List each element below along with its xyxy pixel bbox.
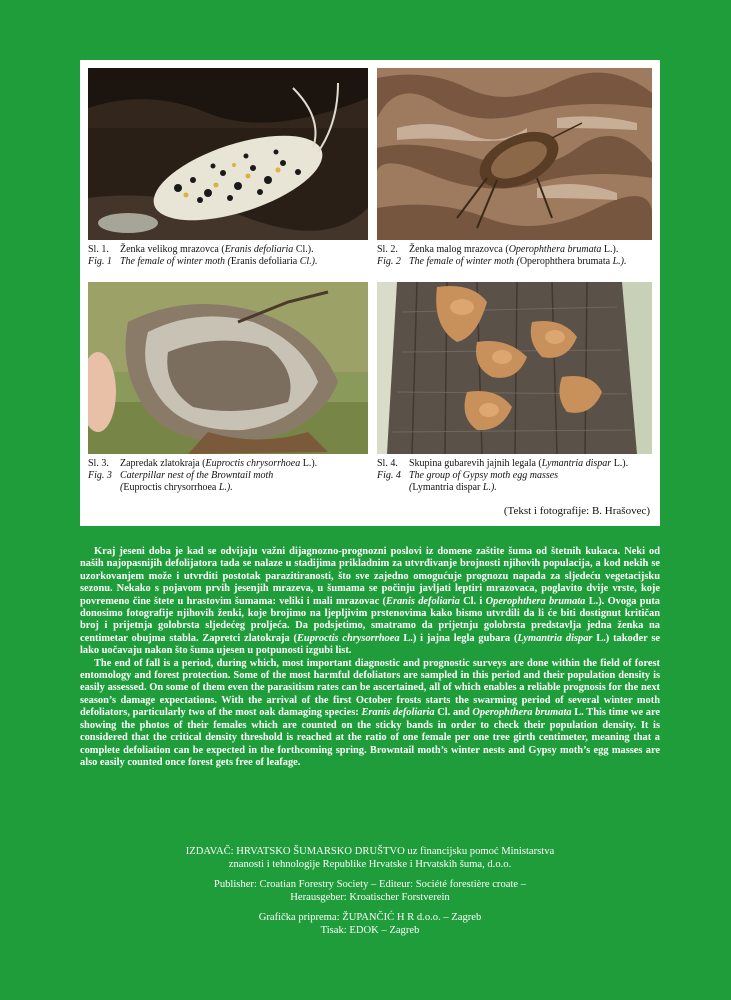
caption-en-species: Operophthera brumata (519, 256, 611, 267)
caption-hr-author: L.). (611, 458, 629, 469)
photo-euproctis-chrysorrhoea (88, 282, 368, 454)
caption-hr-number: Sl. 3. (88, 458, 109, 469)
caption-figure-1 (88, 244, 373, 268)
caption-en-species: Eranis defoliaria (230, 256, 298, 267)
caption-hr-text: Skupina gubarevih jajnih legala ( (409, 458, 542, 469)
caption-en-author: L.). (610, 256, 627, 267)
caption-en-author: L.). (216, 482, 233, 493)
caption-hr-author: L.). (300, 458, 318, 469)
publisher-line: IZDAVAČ: HRVATSKO ŠUMARSKO DRUŠTVO uz financijsku pomoć Ministarstva (185, 846, 555, 857)
caption-en-number: Fig. 3 (88, 470, 112, 481)
caption-hr-text: Ženka malog mrazovca ( (409, 244, 509, 255)
photo-credit: (Tekst i fotografije: B. Hrašovec) (503, 505, 650, 517)
caption-en-number: Fig. 4 (377, 470, 401, 481)
photo-operophthera-brumata (377, 68, 652, 240)
photo-lymantria-dispar (377, 282, 652, 454)
prepress-line: Grafička priprema: ŽUPANČIĆ H R d.o.o. – Zagreb (258, 912, 482, 923)
caption-figure-2 (377, 244, 657, 268)
publisher-line: znanosti i tehnologije Republike Hrvatske i Hrvatskih šuma, d.o.o. (228, 859, 512, 870)
caption-en-species: Lymantria dispar (412, 482, 481, 493)
caption-en-number: Fig. 1 (88, 256, 112, 267)
caption-en-paren: ( (409, 482, 413, 493)
publisher-footer (80, 845, 660, 937)
caption-figure-3 (88, 458, 373, 494)
article-text (80, 546, 660, 769)
caption-en-text: Caterpillar nest of the Browntail moth (120, 470, 274, 481)
caption-hr-number: Sl. 1. (88, 244, 109, 255)
caption-en-author: Cl.). (297, 256, 318, 267)
caption-en-text: The female of winter moth ( (120, 256, 231, 267)
caption-hr-number: Sl. 2. (377, 244, 398, 255)
caption-en-species: Euproctis chrysorrhoea (123, 482, 217, 493)
caption-hr-species: Operophthera brumata (508, 244, 602, 255)
caption-hr-species: Eranis defoliaria (224, 244, 294, 255)
caption-hr-number: Sl. 4. (377, 458, 398, 469)
caption-hr-text: Ženka velikog mrazovca ( (120, 244, 225, 255)
caption-figure-4 (377, 458, 657, 494)
paragraph-english: The end of fall is a period, during which, most important diagnostic and prognostic surveys are done within the field of forest entomology and forest protection. Some of the most harmful defoliators are sampled in this period and their population density is easily assessed. On some of them even the parasitism rates can be ascertained, all of which enables a reliable prognosis for the next season’s damage expectations. With the arrival of the first October frosts starts the swarming period of several winter moth defoliators, particularly two of the most oak damaging species: Eranis defoliaria Cl. and Operophthera brumata L. This time we are showing the photos of their females which are counted on the sticky bands in order to check their population density. It is considered that the critical density threshold is reached at the ratio of one female per one tree girth centimeter, meaning that a complete defoliation can be expected in the forthcoming spring. Browntail moth’s winter nests and Gypsy moth’s egg masses are also easily counted once forest gets free of leafage. (80, 657, 660, 768)
paragraph-croatian: Kraj jeseni doba je kad se odvijaju važni dijagnozno-prognozni poslovi iz domene zaštite šuma od štetnih kukaca. Neki od naših najopasnijih defolijatora tada se nalaze u stadijima prikladnim za utvrđivanje brojnosti njihovih populacija, a kod nekih se uzorkovanjem može i utvrditi postotak parazitiranosti, što sve zajedno omogućuje prognozu napada za sljedeću vegetacijsku sezonu. Nekako s pojavom prvih jesenjih mrazeva, u šumama se počinju javljati leptiri mrazovaca, poglavito dvije vrste, koje povremeno čine štete u hrastovim šumama: veliki i mali mrazovac (Eranis defoliaria Cl. i Operophthera brumata L.). Ovoga puta donosimo fotografije njihovih ženki, koje brojimo na ljepljivim prstenovima kako bismo utvrdili da li će biti dostignut kritičan broj i prijetnja golobrsta sljedećeg proljeća. Da podsjetimo, smatramo da prijetnju golobrsta predstavlja jedna ženka na centimetar obujma stabla. Zapretci zlatokraja (Euproctis chrysorrhoea L.) i jajna legla gubara (Lymantria dispar L.) također se lako uočavaju nakon što šuma ujesen u potpunosti izgubi list. (80, 546, 661, 657)
photo-eranis-defoliaria (88, 68, 368, 240)
photo-panel (80, 60, 660, 526)
caption-en-paren: ( (120, 482, 124, 493)
caption-hr-text: Zapredak zlatokraja ( (120, 458, 206, 469)
print-line: Tisak: EDOK – Zagreb (320, 925, 420, 936)
caption-en-text: The group of Gypsy moth egg masses (409, 470, 559, 481)
caption-en-number: Fig. 2 (377, 256, 401, 267)
publisher-line: Publisher: Croatian Forestry Society – Editeur: Société forestière croate – (213, 879, 527, 890)
caption-hr-author: Cl.). (293, 244, 314, 255)
caption-hr-author: L.). (601, 244, 619, 255)
publisher-line: Herausgeber: Kroatischer Forstverein (290, 892, 450, 903)
caption-en-text: The female of winter moth ( (409, 256, 520, 267)
caption-en-author: L.). (480, 482, 497, 493)
caption-hr-species: Euproctis chrysorrhoea (205, 458, 301, 469)
caption-hr-species: Lymantria dispar (541, 458, 612, 469)
